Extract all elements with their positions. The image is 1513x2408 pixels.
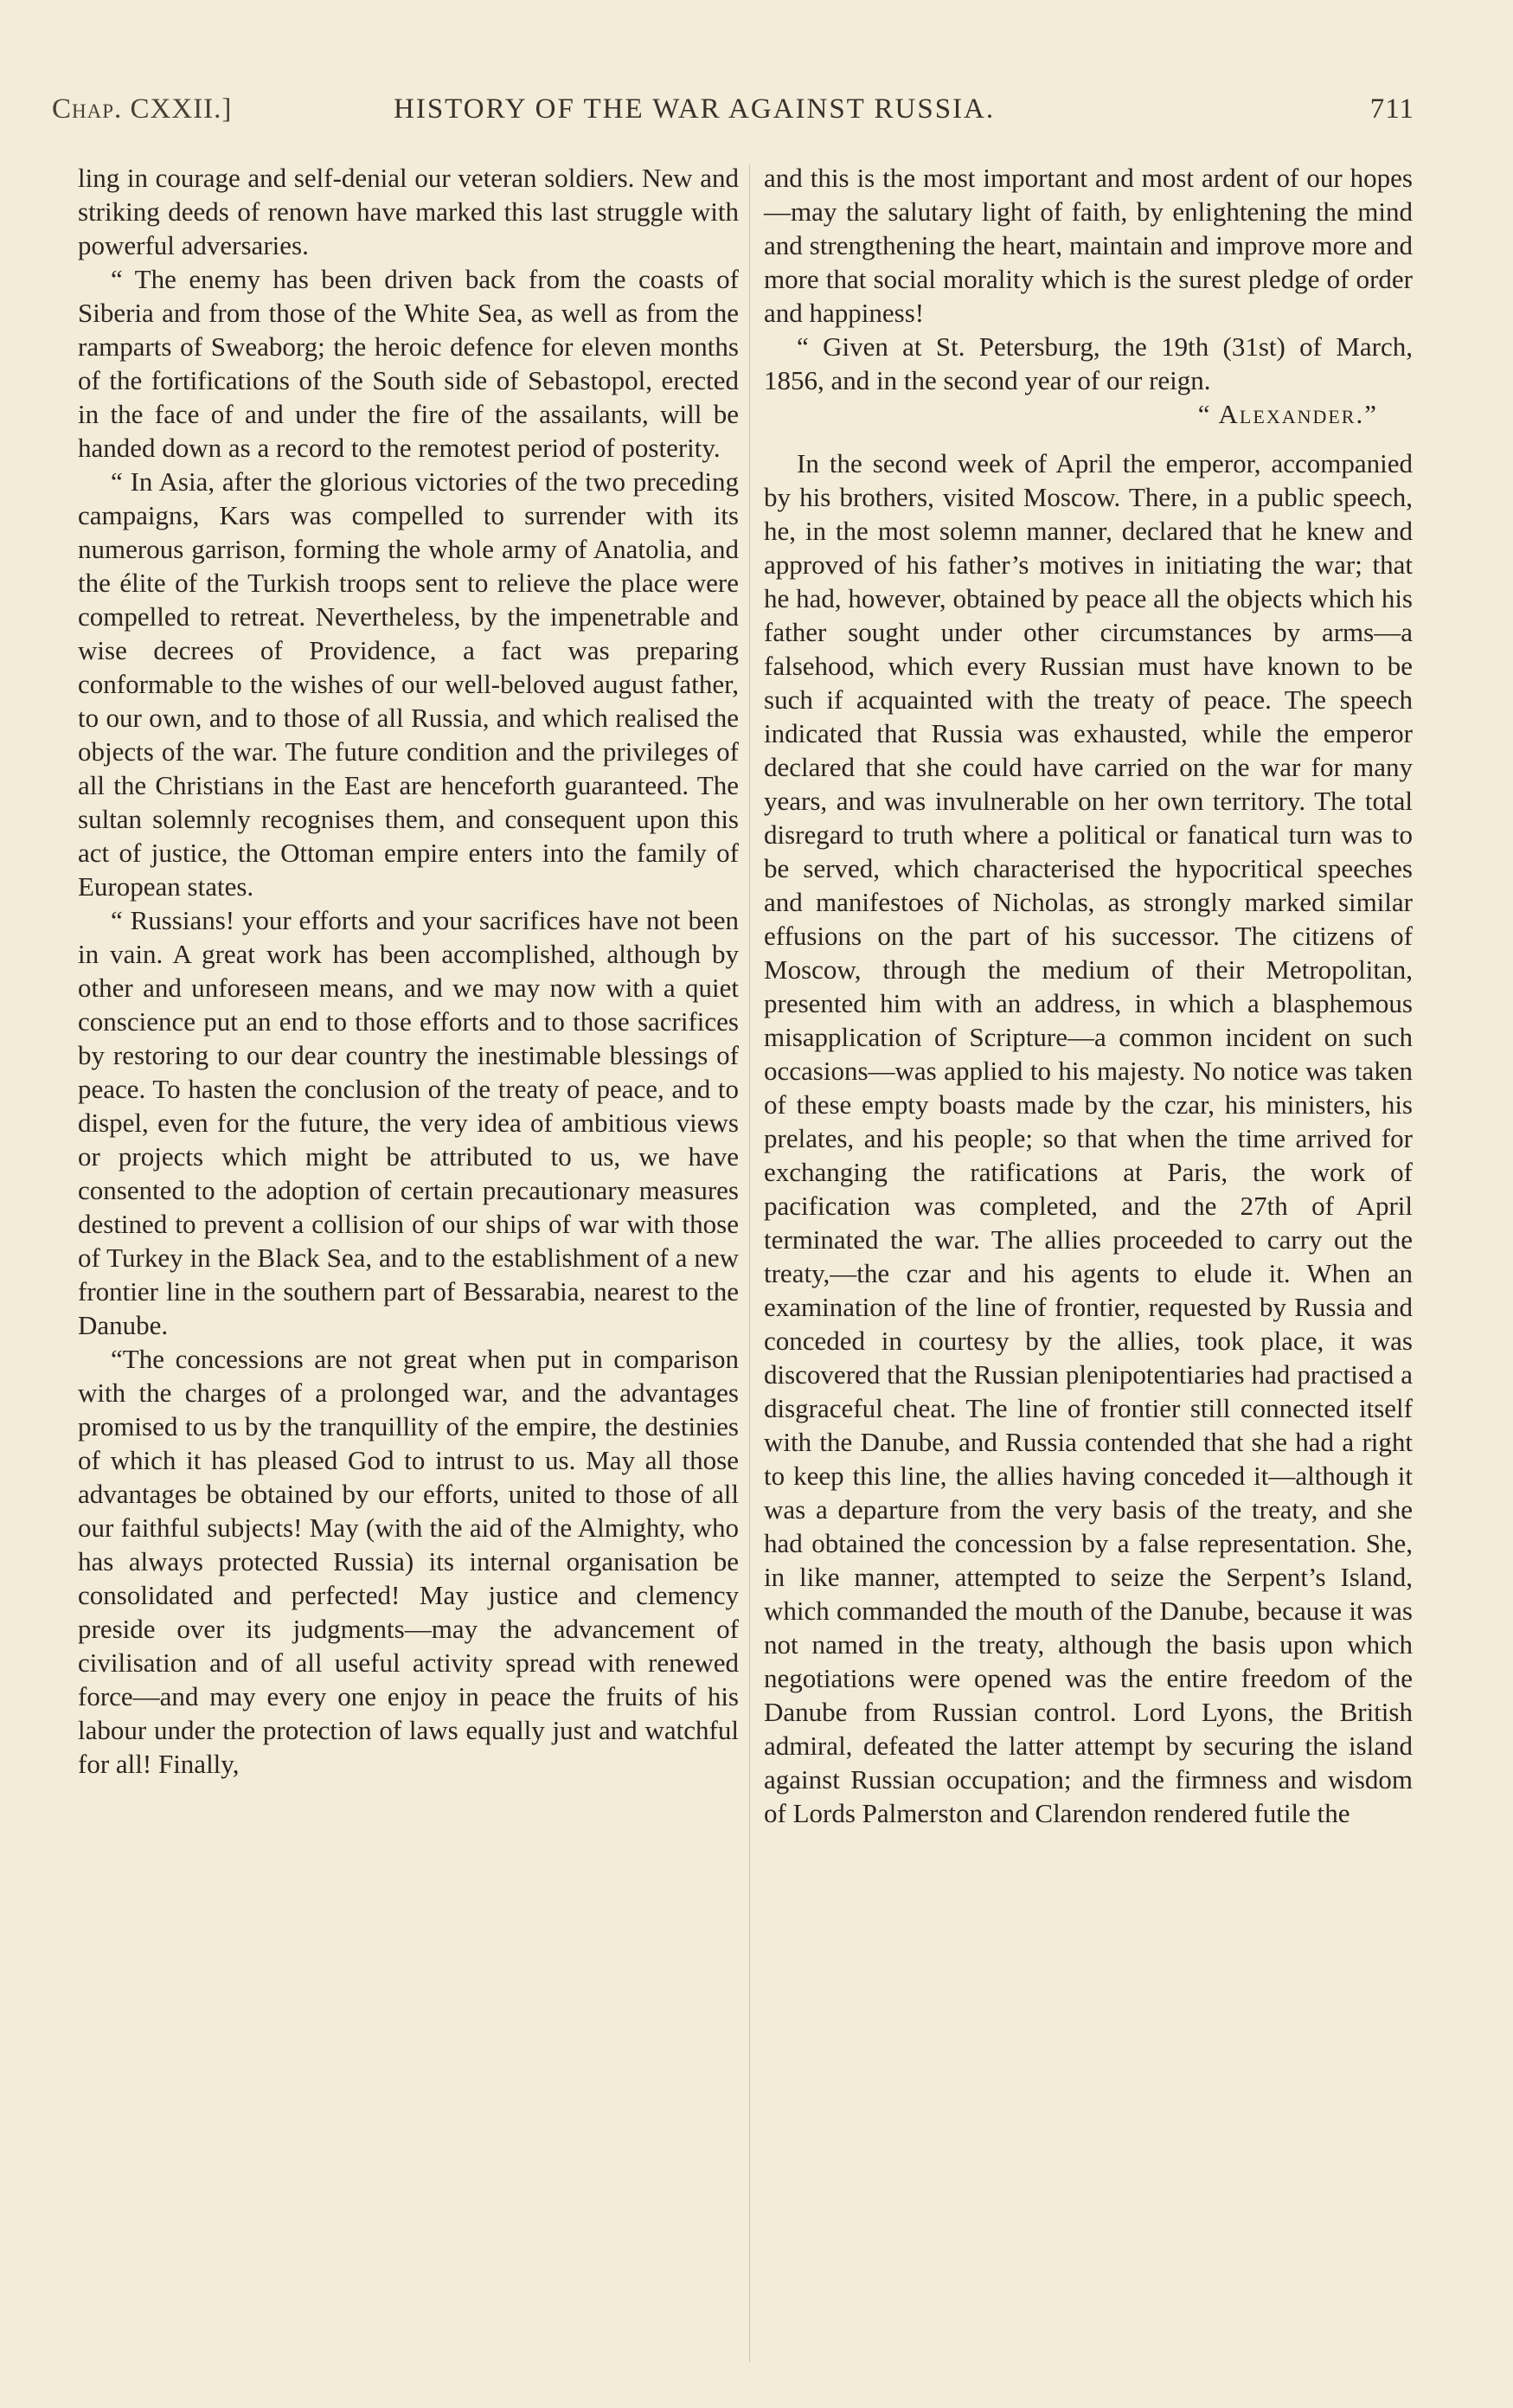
right-column (764, 161, 1413, 1830)
column-divider (749, 164, 750, 2362)
page-header (52, 93, 1414, 135)
page-number: 711 (1369, 93, 1414, 125)
left-column (78, 161, 739, 1781)
paragraph: In the second week of April the emperor, accompanied by his brothers, visited Moscow. There, in a public speech, he, in the most solemn manner, declared that he knew and approved of his father’s motives in initiating the war; that he had, however, obtained by peace all the objects which his father sought under other circumstances by arms—a falsehood, which every Russian must have known to be such if acquainted with the treaty of peace. The speech indicated that Russia was exhausted, while the emperor declared that she could have carried on the war for many years, and was invulnerable on her own territory. The total disregard to truth where a political or fanatical turn was to be served, which characterised the hypocritical speeches and manifestoes of Nicholas, as strongly marked similar effusions on the part of his successor. The citizens of Moscow, through the medium of their Metropolitan, presented him with an address, in which a blasphemous misapplication of Scripture—a common incident on such occasions—was applied to his majesty. No notice was taken of these empty boasts made by the czar, his ministers, his prelates, and his people; so that when the time arrived for exchanging the ratifications at Paris, the work of pacification was completed, and the 27th of April terminated the war. The allies proceeded to carry out the treaty,—the czar and his agents to elude it. When an examination of the line of frontier, requested by Russia and conceded in courtesy by the allies, took place, it was discovered that the Russian plenipotentiaries had practised a disgraceful cheat. The line of frontier still connected itself with the Danube, and Russia contended that she had a right to keep this line, the allies having conceded it—although it was a departure from the very basis of the treaty, and she had obtained the concession by a false representation. She, in like manner, attempted to seize the Serpent’s Island, which commanded the mouth of the Danube, because it was not named in the treaty, although the basis upon which negotiations were opened was the entire freedom of the Danube from Russian control. Lord Lyons, the British admiral, defeated the latter attempt by securing the island against Russian occupation; and the firmness and wisdom of Lords Palmerston and Clarendon rendered futile the (764, 448, 1413, 1828)
signature: “ Alexander.” (1197, 399, 1378, 429)
paragraph: and this is the most important and most ardent of our hopes—may the salutary light of faith, by enlightening the mind and strengthening the heart, maintain and improve more and more that social morality which is the surest pledge of order and happiness! (764, 163, 1413, 328)
paragraph: ling in courage and self-denial our veteran soldiers. New and striking deeds of renown have marked this last struggle with powerful adversaries. (78, 163, 739, 260)
paragraph: “The concessions are not great when put in comparison with the charges of a prolonged war, and the advantages promised to us by the tranquillity of the empire, the destinies of which it has pleased God to intrust to us. May all those advantages be obtained by our efforts, united to those of all our faithful subjects! May (with the aid of the Almighty, who has always protected Russia) its internal organisation be consolidated and perfected! May justice and clemency preside over its judgments—may the advancement of civilisation and of all useful activity spread with renewed force—and may every one enjoy in peace the fruits of his labour under the protection of laws equally just and watchful for all! Finally, (78, 1344, 739, 1779)
paragraph: “ Given at St. Petersburg, the 19th (31st) of March, 1856, and in the second year of our reign. (764, 331, 1413, 395)
paragraph: “ In Asia, after the glorious victories of the two preceding campaigns, Kars was compelled to surrender with its numerous garrison, forming the whole army of Anatolia, and the élite of the Turkish troops sent to relieve the place were compelled to retreat. Nevertheless, by the impenetrable and wise decrees of Providence, a fact was preparing conformable to the wishes of our well-beloved august father, to our own, and to those of all Russia, and which realised the objects of the war. The future condition and the privileges of all the Christians in the East are henceforth guaranteed. The sultan solemnly recognises them, and consequent upon this act of justice, the Ottoman empire enters into the family of European states. (78, 466, 739, 902)
paragraph: “ Russians! your efforts and your sacrifices have not been in vain. A great work has been accomplished, although by other and unforeseen means, and we may now with a quiet conscience put an end to those efforts and to those sacrifices by restoring to our dear country the inestimable blessings of peace. To hasten the conclusion of the treaty of peace, and to dispel, even for the future, the very idea of ambitious views or projects which might be attributed to us, we have consented to the adoption of certain precautionary measures destined to prevent a collision of our ships of war with those of Turkey in the Black Sea, and to the establishment of a new frontier line in the southern part of Bessarabia, nearest to the Danube. (78, 905, 739, 1340)
chapter-label: Chap. CXXII.] (52, 93, 233, 125)
running-title: HISTORY OF THE WAR AGAINST RUSSIA. (394, 93, 996, 125)
paragraph: “ The enemy has been driven back from the coasts of Siberia and from those of the White Sea, as well as from the ramparts of Sweaborg; the heroic defence for eleven months of the fortifications of the South side of Sebastopol, erected in the face of and under the fire of the assailants, will be handed down as a record to the remotest period of posterity. (78, 264, 739, 463)
